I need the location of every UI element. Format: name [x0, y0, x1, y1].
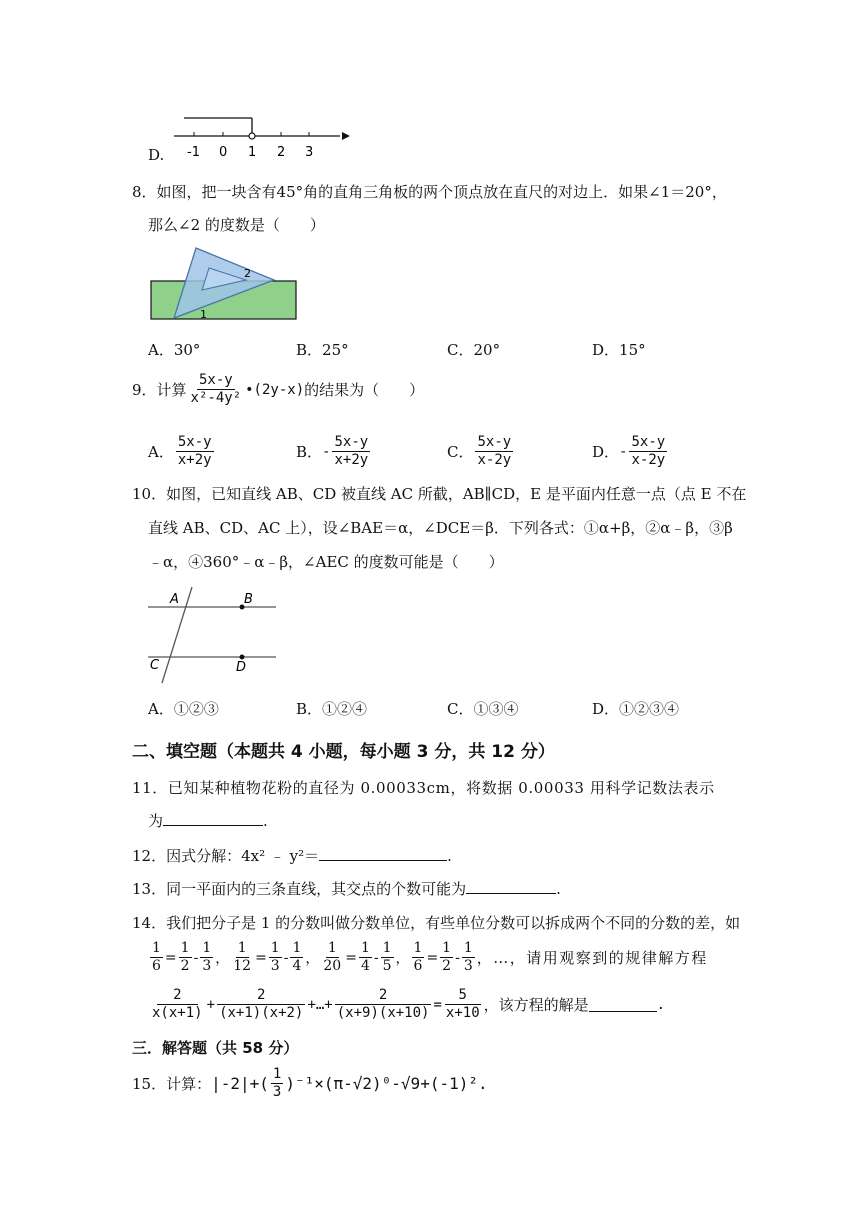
label-a: A: [170, 592, 179, 607]
q12-prefix: 12．因式分解：4x² ﹣ y²＝: [132, 847, 320, 865]
q14-instruction: ，…，请用观察到的规律解方程: [476, 949, 708, 967]
q14-examples: $\frac{1}{6}$ = $\frac{1}{2}$ - $\frac{1}{3}$ ， $\frac{1}{12}$ = $\frac{1}{3}$ - $\frac{1}{4}$ ， $\frac{1}{20}$ = $\frac{1}{4}$ - $\frac{1}{5}$ ， $\frac{1}{6}$ = $\frac{1}{2}$ - $\frac{1}{3}$ ，…，请用观察到的规律解方程: [152, 940, 708, 974]
q13-answer-blank[interactable]: [466, 879, 556, 894]
option-label: B．: [296, 443, 323, 461]
q14-answer-blank[interactable]: [589, 997, 657, 1012]
q8-line2: 那么∠2 的度数是（ ）: [148, 216, 325, 234]
eq-term: $\frac{2}{(x+9)(x+10)}$: [336, 987, 430, 1021]
q9-question: [132, 372, 424, 407]
eq-term: $\frac{2}{(x+1)(x+2)}$: [217, 987, 305, 1022]
ex-frac: $\frac{1}{6}$: [413, 940, 423, 974]
label-b: B: [244, 592, 253, 607]
q8-line1: 8．如图，把一块含有45°角的直角三角板的两个顶点放在直尺的对边上．如果∠1＝20°，: [132, 183, 727, 201]
point-d: [240, 655, 245, 660]
option-fraction: [176, 434, 214, 469]
option-num: 5x-y: [177, 434, 212, 450]
q15: [132, 1066, 488, 1101]
option-fraction: [332, 434, 370, 469]
q10-parallel-lines-figure: [146, 585, 281, 685]
q8-option-d: D．15°: [592, 341, 646, 359]
q7-number-line-figure: [170, 110, 360, 162]
label-d: D: [236, 660, 247, 675]
q15-prefix: 15．计算：: [132, 1075, 212, 1093]
q9-option-a: [148, 434, 216, 469]
ex-frac: $\frac{1}{20}$: [323, 940, 342, 974]
q15-expr-a: |-2|+(: [211, 1074, 269, 1093]
option-den: x-2y: [631, 452, 666, 468]
q9-suffix: 的结果为（ ）: [304, 381, 425, 399]
q12-suffix: .: [447, 847, 452, 865]
q8-option-c: C．20°: [447, 341, 501, 359]
q11-suffix: .: [263, 812, 268, 830]
option-den: x+2y: [334, 452, 369, 468]
ex-frac: $\frac{1}{2}$: [442, 940, 452, 974]
q11-line1: 11．已知某种植物花粉的直径为 0.00033cm，将数据 0.00033 用科学记数法表示: [132, 779, 715, 797]
q11-line2: [148, 810, 268, 831]
q14-suffix: ，该方程的解是: [483, 996, 589, 1014]
option-num: 5x-y: [477, 434, 512, 450]
option-sign: -: [322, 443, 331, 460]
ex-frac: $\frac{1}{4}$: [360, 940, 370, 974]
section3-heading: 三．解答题（共 58 分）: [132, 1039, 299, 1057]
ex-frac: $\frac{1}{3}$: [270, 940, 280, 974]
section2-heading: 二、填空题（本题共 4 小题，每小题 3 分，共 12 分）: [132, 742, 555, 762]
q11-prefix: 为: [148, 812, 164, 830]
q10-option-a: A．①②③: [148, 700, 219, 718]
q10-option-d: D．①②③④: [592, 700, 680, 718]
q14-equation: $\frac{2}{x(x+1)}$ + $\frac{2}{(x+1)(x+2)}$ +…+ $\frac{2}{(x+9)(x+10)}$ = $\frac{5}{x+10}$ ，该方程的解是 .: [152, 987, 666, 1021]
q11-answer-blank[interactable]: [163, 811, 263, 826]
ex-frac: $\frac{1}{3}$: [202, 940, 212, 974]
q8-option-b: B．25°: [296, 341, 349, 359]
option-label: C．: [447, 443, 474, 461]
q12: [132, 845, 452, 866]
q15-fraction: $\frac{1}{3}$: [272, 1066, 282, 1100]
q15-expr-b: )⁻¹×(π-√2)⁰-√9+(-1)².: [285, 1074, 488, 1093]
option-label: D．: [592, 443, 620, 461]
q9-option-c: [447, 434, 515, 469]
q14-end: .: [656, 996, 666, 1013]
tick-label: 2: [277, 145, 286, 160]
option-num: 5x-y: [334, 434, 369, 450]
angle-label-2: 2: [244, 267, 251, 280]
option-den: x-2y: [477, 452, 512, 468]
q10-line1: 10．如图，已知直线 AB、CD 被直线 AC 所截，AB∥CD，E 是平面内任意一点（点 E 不在: [132, 485, 747, 503]
tick-label: 0: [219, 145, 228, 160]
ex-frac: $\frac{1}{6}$: [152, 940, 161, 974]
ex-frac: $\frac{1}{3}$: [463, 940, 473, 974]
q8-triangle-ruler-figure: [148, 246, 303, 324]
option-sign: -: [619, 443, 628, 460]
q9-option-b: [296, 434, 372, 469]
tick-label: -1: [187, 145, 200, 160]
angle-label-1: 1: [200, 308, 207, 321]
q9-mult: •(2y-x): [245, 381, 305, 398]
label-c: C: [150, 658, 160, 673]
option-num: 5x-y: [631, 434, 666, 450]
q9-option-d: [592, 434, 669, 469]
q12-answer-blank[interactable]: [319, 846, 447, 861]
q14-line1: 14．我们把分子是 1 的分数叫做分数单位，有些单位分数可以拆成两个不同的分数的差，如: [132, 914, 741, 932]
q10-line2: 直线 AB、CD、AC 上），设∠BAE＝α，∠DCE＝β．下列各式：①α+β，②α﹣β，③β: [148, 519, 733, 537]
tick-label: 3: [305, 145, 314, 160]
eq-rhs: $\frac{5}{x+10}$: [445, 987, 480, 1021]
q9-prefix: 9．计算: [132, 381, 187, 399]
option-fraction: [629, 434, 667, 469]
q9-denominator: x²-4y²: [190, 390, 242, 406]
open-circle: [249, 133, 255, 139]
q8-option-a: A．30°: [148, 341, 201, 359]
q9-numerator: 5x-y: [198, 372, 233, 388]
q10-option-c: C．①③④: [447, 700, 519, 718]
q13-prefix: 13．同一平面内的三条直线，其交点的个数可能为: [132, 880, 467, 898]
ex-frac: $\frac{1}{2}$: [180, 940, 190, 974]
eq-term: $\frac{2}{x(x+1)}$: [152, 987, 203, 1021]
ex-frac: $\frac{1}{4}$: [292, 940, 302, 974]
option-label: A．: [148, 443, 174, 461]
q10-option-b: B．①②④: [296, 700, 368, 718]
ex-frac: $\frac{1}{5}$: [382, 940, 392, 974]
q13-suffix: .: [556, 880, 561, 898]
q13: [132, 878, 561, 899]
ex-frac: $\frac{1}{12}$: [233, 940, 252, 974]
option-fraction: [475, 434, 513, 469]
q9-fraction: [189, 372, 244, 407]
tick-label: 1: [248, 145, 257, 160]
q7-option-d-label: D.: [148, 146, 165, 164]
q10-line3: ﹣α，④360°﹣α﹣β，∠AEC 的度数可能是（ ）: [148, 553, 504, 571]
option-den: x+2y: [177, 452, 212, 468]
arrow-head: [342, 132, 350, 140]
